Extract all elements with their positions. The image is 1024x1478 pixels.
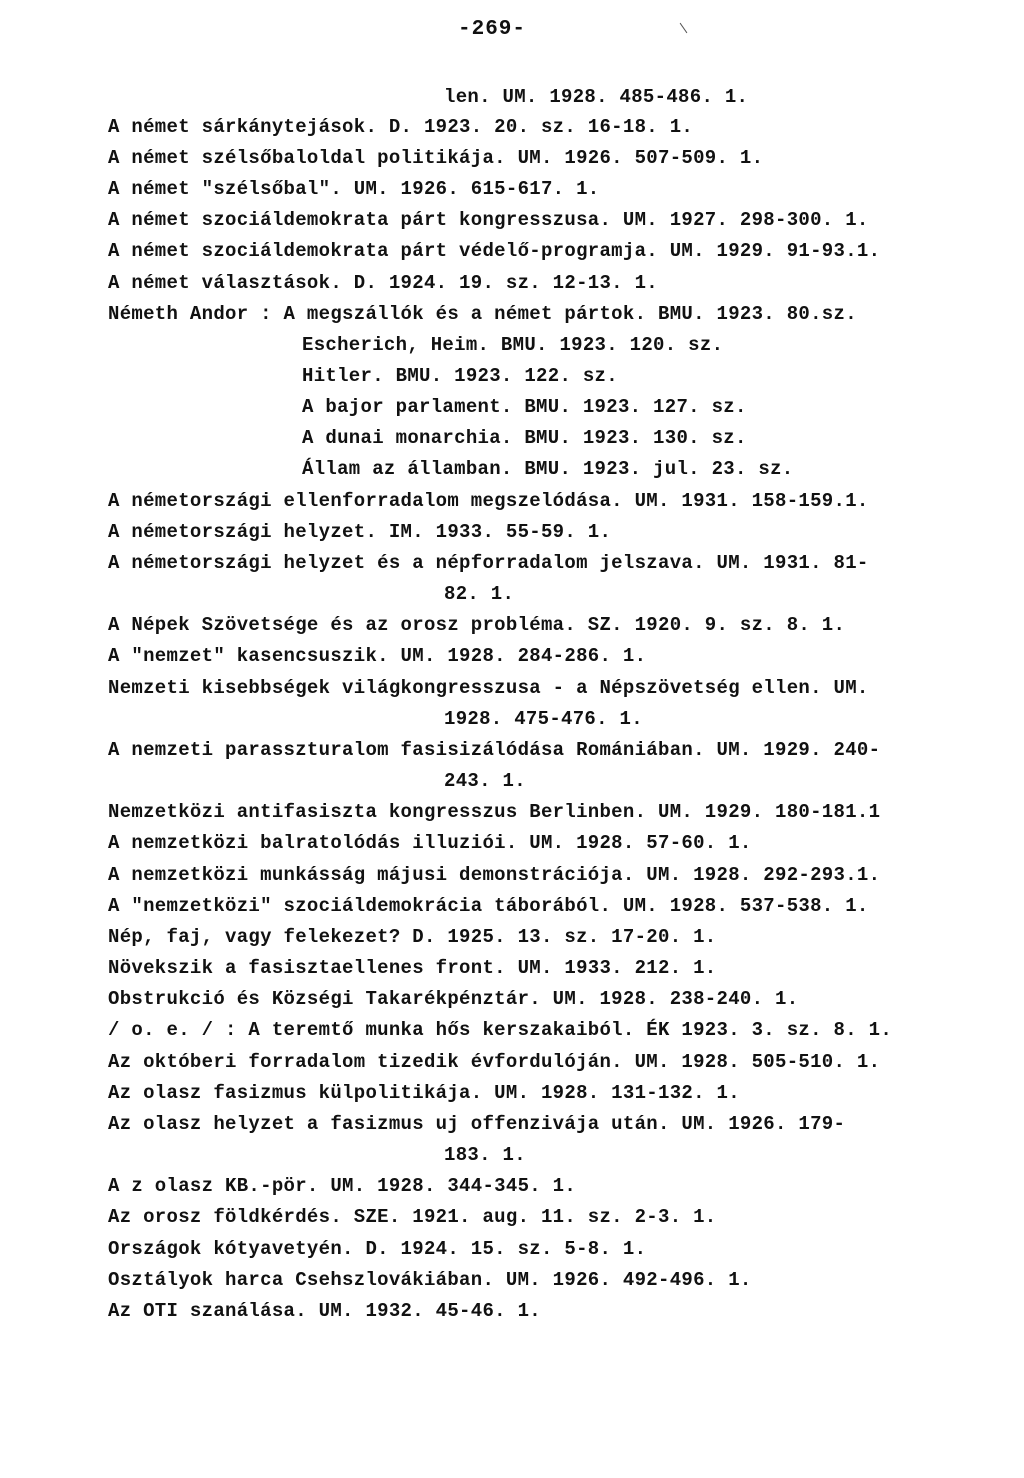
- entry-line: Az olasz helyzet a fasizmus uj offenzivája után. UM. 1926. 179-: [108, 1113, 846, 1135]
- entry-line: A német szélsőbaloldal politikája. UM. 1926. 507-509. 1.: [108, 147, 764, 169]
- stray-pen-mark: [680, 23, 688, 33]
- entry-line: A nemzetközi munkásság májusi demonstrációja. UM. 1928. 292-293.1.: [108, 864, 881, 886]
- entry-line: A nemzetközi balratolódás illuziói. UM. 1928. 57-60. 1.: [108, 832, 752, 854]
- entry-line: 1928. 475-476. 1.: [444, 708, 643, 730]
- entry-line: A németországi ellenforradalom megszelódása. UM. 1931. 158-159.1.: [108, 490, 869, 512]
- entry-line: A német sárkánytejások. D. 1923. 20. sz. 16-18. 1.: [108, 116, 694, 138]
- entry-line: A német választások. D. 1924. 19. sz. 12-13. 1.: [108, 272, 658, 294]
- entry-line: Hitler. BMU. 1923. 122. sz.: [302, 365, 618, 387]
- entry-line: Obstrukció és Községi Takarékpénztár. UM. 1928. 238-240. 1.: [108, 988, 799, 1010]
- entry-line: A nemzeti parasszturalom fasisizálódása Romániában. UM. 1929. 240-: [108, 739, 881, 761]
- entry-line: A "nemzetközi" szociáldemokrácia táborából. UM. 1928. 537-538. 1.: [108, 895, 869, 917]
- entry-line: A németországi helyzet és a népforradalom jelszava. UM. 1931. 81-: [108, 552, 869, 574]
- entry-line: Országok kótyavetyén. D. 1924. 15. sz. 5-8. 1.: [108, 1238, 647, 1260]
- entry-line: Nemzeti kisebbségek világkongresszusa - a Népszövetség ellen. UM.: [108, 677, 869, 699]
- entry-line: A z olasz KB.-pör. UM. 1928. 344-345. 1.: [108, 1175, 577, 1197]
- entry-line: 243. 1.: [444, 770, 526, 792]
- entry-line: 82. 1.: [444, 583, 515, 605]
- entry-line: / o. e. / : A teremtő munka hős kerszakaiból. ÉK 1923. 3. sz. 8. 1.: [108, 1019, 893, 1041]
- entry-line: A dunai monarchia. BMU. 1923. 130. sz.: [302, 427, 747, 449]
- entry-line: A német szociáldemokrata párt védelő-programja. UM. 1929. 91-93.1.: [108, 240, 881, 262]
- entry-line: Nép, faj, vagy felekezet? D. 1925. 13. sz. 17-20. 1.: [108, 926, 717, 948]
- entry-line: A németországi helyzet. IM. 1933. 55-59. 1.: [108, 521, 612, 543]
- entry-line: A Népek Szövetsége és az orosz probléma. SZ. 1920. 9. sz. 8. 1.: [108, 614, 846, 636]
- entry-line: Növekszik a fasisztaellenes front. UM. 1933. 212. 1.: [108, 957, 717, 979]
- entry-line: Az orosz földkérdés. SZE. 1921. aug. 11. sz. 2-3. 1.: [108, 1206, 717, 1228]
- entry-line: len. UM. 1928. 485-486. 1.: [444, 86, 749, 108]
- entry-line: Állam az államban. BMU. 1923. jul. 23. sz.: [302, 458, 794, 480]
- entry-line: A német "szélsőbal". UM. 1926. 615-617. 1.: [108, 178, 600, 200]
- entry-line: Az OTI szanálása. UM. 1932. 45-46. 1.: [108, 1300, 541, 1322]
- entry-line: Nemzetközi antifasiszta kongresszus Berlinben. UM. 1929. 180-181.1: [108, 801, 881, 823]
- entry-line: Az olasz fasizmus külpolitikája. UM. 1928. 131-132. 1.: [108, 1082, 740, 1104]
- entry-line: A német szociáldemokrata párt kongresszusa. UM. 1927. 298-300. 1.: [108, 209, 869, 231]
- page-number: -269-: [458, 18, 527, 41]
- entry-line: 183. 1.: [444, 1144, 526, 1166]
- entry-line: Escherich, Heim. BMU. 1923. 120. sz.: [302, 334, 724, 356]
- entry-line: Az októberi forradalom tizedik évfordulóján. UM. 1928. 505-510. 1.: [108, 1051, 881, 1073]
- entry-line: Németh Andor : A megszállók és a német pártok. BMU. 1923. 80.sz.: [108, 303, 857, 325]
- entry-line: Osztályok harca Csehszlovákiában. UM. 1926. 492-496. 1.: [108, 1269, 752, 1291]
- entry-line: A bajor parlament. BMU. 1923. 127. sz.: [302, 396, 747, 418]
- entry-line: A "nemzet" kasencsuszik. UM. 1928. 284-286. 1.: [108, 645, 647, 667]
